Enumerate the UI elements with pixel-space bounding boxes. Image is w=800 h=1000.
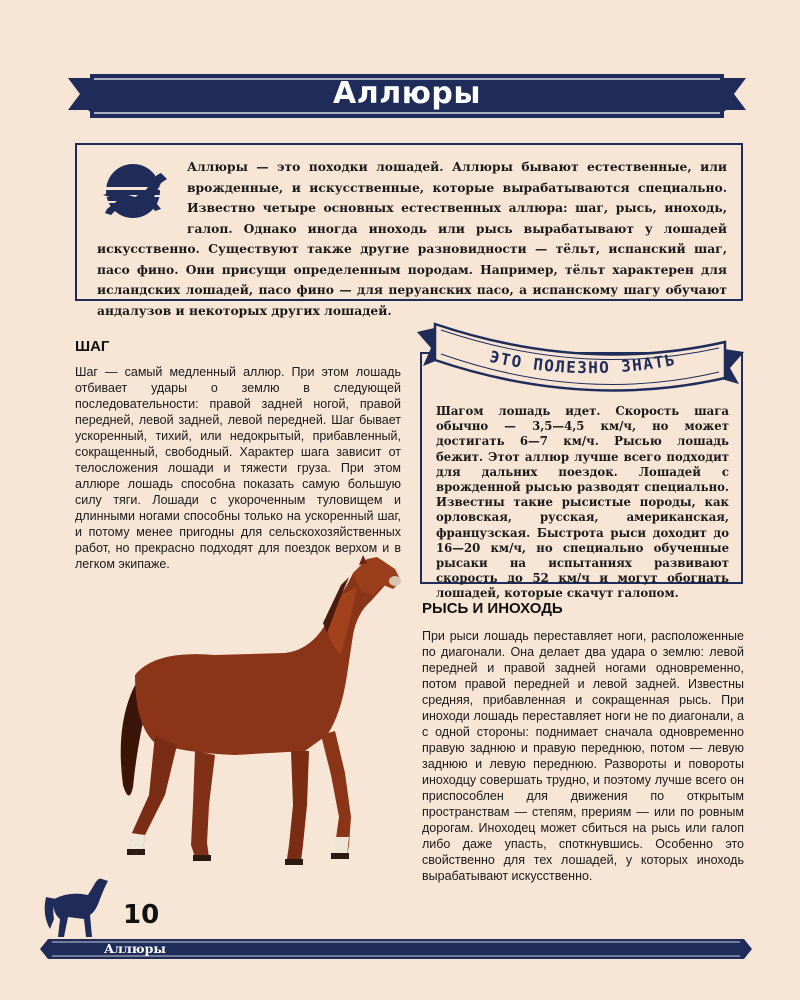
intro-box — [75, 143, 743, 318]
chestnut-horse-photo — [95, 555, 405, 870]
title-ribbon — [68, 70, 746, 130]
section-heading-walk: ШАГ — [75, 338, 110, 355]
page-number: 10 — [123, 900, 160, 930]
section-heading-trot: РЫСЬ И ИНОХОДЬ — [422, 600, 563, 617]
footer-section-label: Аллюры — [104, 941, 166, 956]
standing-horse-icon — [40, 875, 115, 945]
useful-info-text: Шагом лошадь идет. Скорость шага обычно — 3,5—4,5 км/ч, но может достигать 6—7 км/ч. Рысью лошадь бежит. Этот аллюр лучше всего подходит для дальних поездок. Лошадей с врожденной рысью разводят специально. Известны такие рысистые породы, как орловская, русская, американская, французская. Быстрота рыси доходит до 16—20 км/ч, но специально обученные рысаки на испытаниях развивают скорость до 52 км/ч и могут обогнать лошадей, которые скачут галопом. — [436, 404, 729, 601]
section-text-walk: Шаг — самый медленный аллюр. При этом лошадь отбивает удары о землю в следующей последовательности: правой задней ногой, правой передней, левой задней, левой передней. Шаг бывает ускоренный, тихий, или недокрытый, прибавленный, сокращенный, свободный. Характер шага зависит от телосложения лошади и тяжести груза. При этом аллюре лошадь способна показать самую большую силу тяги. Лошади с укороченным туловищем и длинными ногами способны только на ускоренный шаг, и потому менее пригодны для сельскохозяйственных работ, но прекрасно подходят для поездок верхом и в легком экипаже. — [75, 365, 401, 571]
useful-banner — [413, 312, 748, 400]
useful-banner-label: ЭТО ПОЛЕЗНО ЗНАТЬ — [488, 346, 678, 378]
page-title: Аллюры — [333, 76, 481, 111]
section-text-trot: При рыси лошадь переставляет ноги, расположенные по диагонали. Она делает два удара о землю: левой передней и правой задней ногами одновременно, потом правой передней и левой задней. Известны средняя, прибавленная и сокращенная рысь. При иноходи лошадь переставляет ноги не по диагонали, а с одной стороны: поднимает сначала одновременно правую заднюю и правую переднюю, потом — левую заднюю и левую переднюю. Развороты и повороты иноходцу совершать трудно, и поэтому лучше всего он приспособлен для движения по открытым пространствам — степям, прериям — или по ровным дорогам. Иноходец может сбиться на рысь или галоп либо даже упасть, споткнувшись. Особенно это свойственно для тех лошадей, у которых иноходь вырабатывают искусственно. — [422, 629, 744, 883]
intro-text: Аллюры — это походки лошадей. Аллюры бывают естественные, или врожденные, и искусственные, которые вырабатываются специально. Известно четыре основных естественных аллюра: шаг, рысь, иноходь, галоп. Однако иногда иноходь или рысь вырабатывают у лошадей искусственно. Существуют также другие разновидности — тёльт, испанский шаг, пасо фино. Они присущи определенным породам. Например, тёльт характерен для исландских лошадей, пасо фино — для перуанских пасо, а испанскому шагу обучают андалузов и некоторых других лошадей. — [97, 159, 727, 318]
